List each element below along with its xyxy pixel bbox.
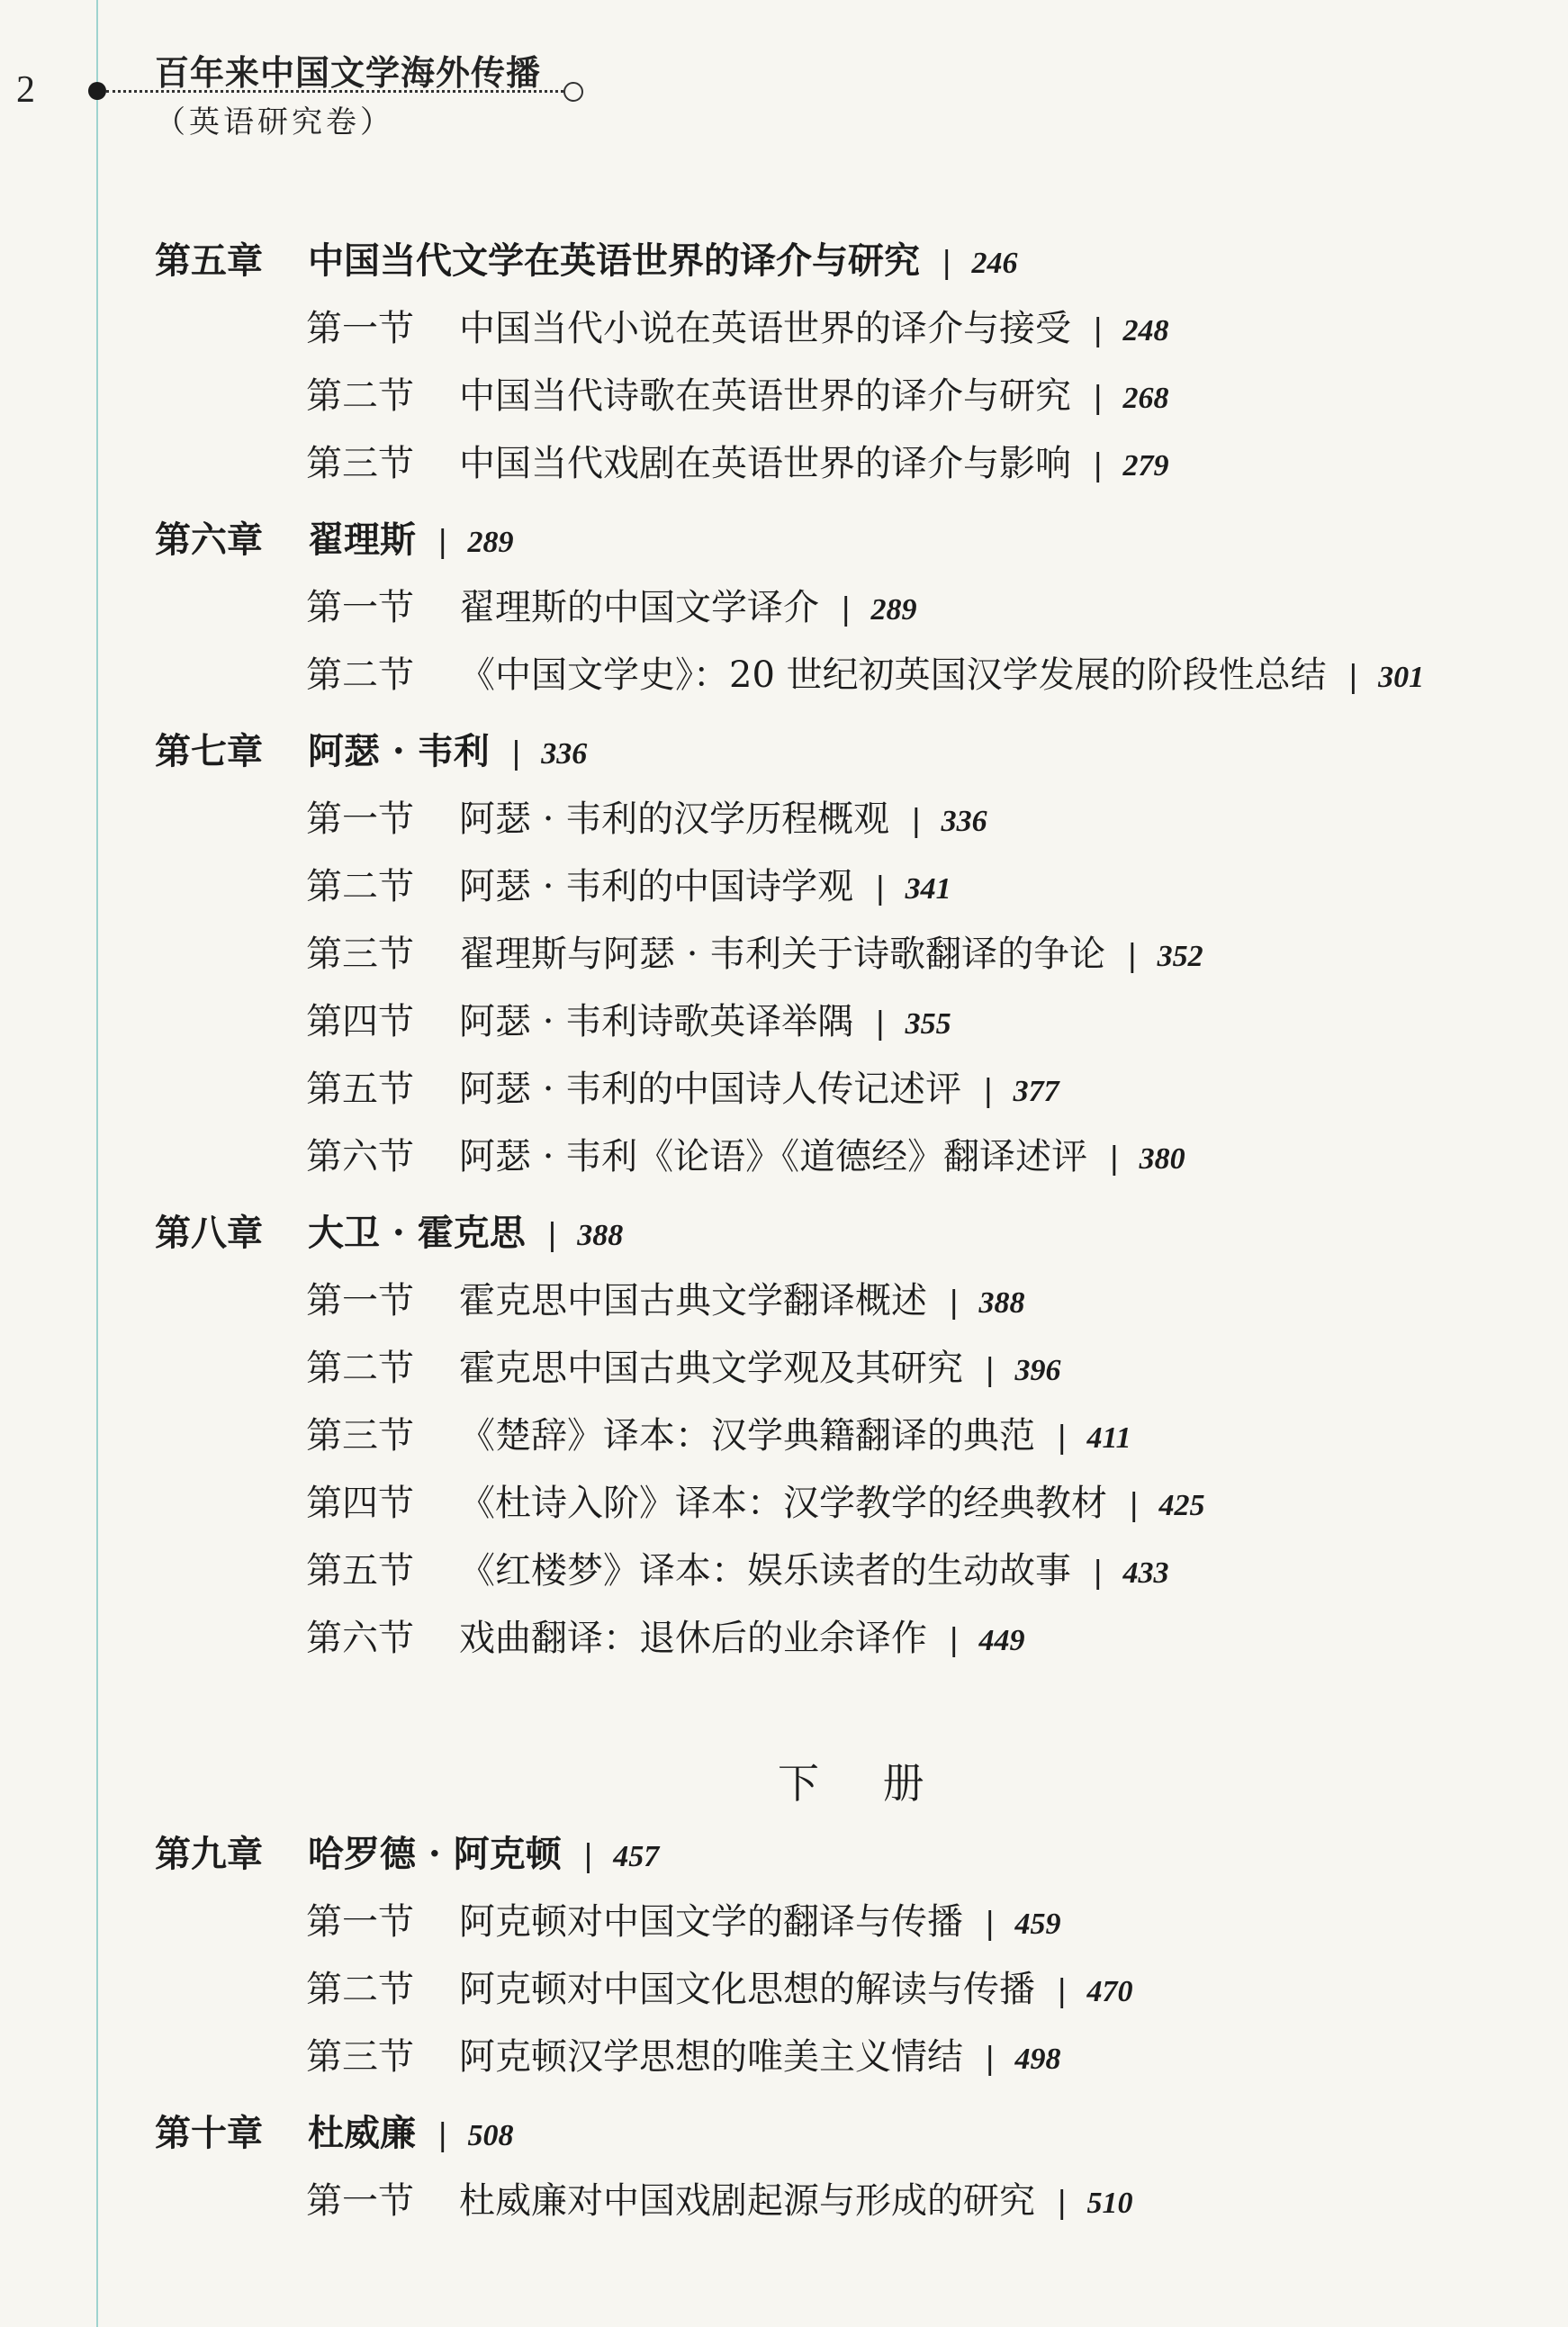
page-separator: |: [437, 524, 448, 560]
section-number: 第二节: [306, 1348, 414, 1389]
chapter-number: 第十章: [155, 2112, 263, 2154]
page-separator: |: [942, 245, 952, 281]
section-number: 第二节: [306, 1969, 414, 2010]
toc-section-row: [306, 1901, 1061, 1943]
toc-section-row: [306, 866, 951, 907]
page-separator: |: [875, 1006, 886, 1042]
page-separator: |: [546, 1217, 558, 1253]
page-reference: 336: [941, 805, 987, 838]
section-title: 霍克思中国古典文学观及其研究: [459, 1348, 963, 1389]
page-reference: 248: [1122, 314, 1169, 347]
toc-section-row: [306, 1280, 1025, 1321]
section-title: 阿克顿对中国文学的翻译与传播: [459, 1901, 963, 1943]
page-separator: |: [1093, 312, 1104, 348]
page-separator: |: [949, 1285, 960, 1321]
chapter-title: 杜威廉: [308, 2112, 416, 2154]
section-number: 第一节: [306, 2180, 414, 2222]
page-reference: 352: [1157, 940, 1203, 973]
book-title: 百年来中国文学海外传播: [155, 53, 542, 93]
toc-section-row: [306, 1969, 1133, 2010]
section-number: 第三节: [306, 443, 414, 484]
toc-section-row: [306, 1348, 1061, 1389]
page-number: 2: [16, 69, 35, 111]
toc-section-row: [306, 308, 1169, 349]
section-number: 第五节: [306, 1069, 414, 1110]
page-separator: |: [949, 1622, 960, 1658]
toc-section-row: [306, 1618, 1025, 1659]
chapter-number: 第八章: [155, 1212, 263, 1254]
section-title: 中国当代诗歌在英语世界的译介与研究: [459, 375, 1071, 417]
chapter-title: 中国当代文学在英语世界的译介与研究: [308, 239, 920, 282]
page-reference: 246: [971, 247, 1018, 280]
toc-section-row: [306, 2036, 1061, 2078]
page-separator: |: [985, 2041, 996, 2077]
section-number: 第三节: [306, 1415, 414, 1457]
section-number: 第三节: [306, 934, 414, 975]
section-number: 第四节: [306, 1483, 414, 1524]
page-reference: 425: [1158, 1489, 1205, 1522]
toc-section-row: [306, 1136, 1185, 1177]
section-title: 阿克顿对中国文化思想的解读与传播: [459, 1969, 1035, 2010]
section-number: 第四节: [306, 1001, 414, 1042]
part-title: 下 册: [778, 1759, 950, 1808]
section-title: 戏曲翻译：退休后的业余译作: [459, 1618, 927, 1659]
toc-chapter-row: [155, 2112, 514, 2154]
page-separator: |: [1347, 659, 1359, 695]
page-separator: |: [437, 2117, 448, 2153]
page-reference: 341: [905, 872, 951, 906]
page-separator: |: [1109, 1141, 1120, 1177]
section-title: 中国当代小说在英语世界的译介与接受: [459, 308, 1071, 349]
toc-chapter-row: [155, 1833, 660, 1875]
page-separator: |: [1057, 1420, 1068, 1456]
page-reference: 336: [541, 737, 588, 771]
page-reference: 470: [1086, 1975, 1133, 2008]
section-number: 第二节: [306, 866, 414, 907]
section-number: 第一节: [306, 308, 414, 349]
toc-section-row: [306, 1483, 1205, 1524]
page-reference: 380: [1139, 1142, 1185, 1176]
page-reference: 457: [613, 1840, 660, 1873]
page-reference: 449: [978, 1624, 1025, 1657]
section-title: 阿瑟 · 韦利的中国诗学观: [459, 866, 854, 907]
page-reference: 396: [1014, 1354, 1061, 1387]
section-title: 翟理斯与阿瑟 · 韦利关于诗歌翻译的争论: [459, 934, 1106, 975]
section-number: 第三节: [306, 2036, 414, 2078]
section-title: 《杜诗入阶》译本：汉学教学的经典教材: [459, 1483, 1107, 1524]
page-separator: |: [1129, 1487, 1140, 1523]
page-reference: 355: [905, 1007, 951, 1041]
section-title: 翟理斯的中国文学译介: [459, 587, 819, 628]
page-separator: |: [1057, 1973, 1068, 2009]
page-reference: 289: [467, 526, 514, 559]
section-number: 第一节: [306, 1901, 414, 1943]
page-separator: |: [582, 1838, 594, 1874]
page-separator: |: [983, 1073, 994, 1109]
page-reference: 301: [1378, 661, 1425, 694]
page-reference: 388: [577, 1219, 624, 1252]
toc-section-row: [306, 443, 1169, 484]
page-reference: 411: [1086, 1421, 1131, 1455]
chapter-number: 第七章: [155, 730, 263, 772]
toc-section-row: [306, 934, 1203, 975]
page-separator: |: [1093, 1555, 1104, 1591]
section-title: 中国当代戏剧在英语世界的译介与影响: [459, 443, 1071, 484]
page-reference: 433: [1122, 1556, 1169, 1590]
section-number: 第六节: [306, 1136, 414, 1177]
section-title: 阿瑟 · 韦利诗歌英译举隅: [459, 1001, 854, 1042]
section-number: 第二节: [306, 654, 414, 696]
toc-chapter-row: [155, 239, 1018, 282]
toc-chapter-row: [155, 1212, 624, 1254]
book-subtitle: （英语研究卷）: [155, 104, 394, 140]
section-title: 阿瑟 · 韦利的中国诗人传记述评: [459, 1069, 962, 1110]
section-number: 第二节: [306, 375, 414, 417]
section-title: 霍克思中国古典文学翻译概述: [459, 1280, 927, 1321]
page-separator: |: [510, 735, 522, 771]
page-reference: 268: [1122, 382, 1169, 415]
chapter-number: 第九章: [155, 1833, 263, 1875]
section-title: 阿瑟 · 韦利的汉学历程概观: [459, 798, 890, 840]
page-separator: |: [1057, 2185, 1068, 2221]
toc-section-row: [306, 587, 917, 628]
page-reference: 388: [978, 1286, 1025, 1320]
page-reference: 289: [870, 593, 917, 627]
page-separator: |: [1093, 447, 1104, 483]
toc-section-row: [306, 1069, 1059, 1110]
page-reference: 377: [1013, 1075, 1059, 1108]
toc-section-row: [306, 654, 1425, 696]
section-title: 《楚辞》译本：汉学典籍翻译的典范: [459, 1415, 1035, 1457]
page-reference: 510: [1086, 2187, 1133, 2220]
toc-section-row: [306, 2180, 1133, 2222]
section-number: 第一节: [306, 798, 414, 840]
toc-section-row: [306, 375, 1169, 417]
section-number: 第一节: [306, 587, 414, 628]
page-separator: |: [911, 803, 922, 839]
page-reference: 498: [1014, 2043, 1061, 2076]
page-reference: 279: [1122, 449, 1169, 483]
toc-section-row: [306, 1550, 1169, 1592]
page-separator: |: [1127, 938, 1138, 974]
section-title: 阿克顿汉学思想的唯美主义情结: [459, 2036, 963, 2078]
toc-chapter-row: [155, 519, 514, 561]
page-reference: 508: [467, 2119, 514, 2152]
page-separator: |: [985, 1906, 996, 1942]
toc-section-row: [306, 798, 987, 840]
toc-section-row: [306, 1415, 1131, 1457]
section-title: 阿瑟 · 韦利《论语》《道德经》翻译述评: [459, 1136, 1088, 1177]
chapter-title: 大卫 · 霍克思: [308, 1212, 526, 1254]
toc-section-row: [306, 1001, 951, 1042]
section-title: 《中国文学史》：20 世纪初英国汉学发展的阶段性总结: [459, 654, 1327, 696]
chapter-title: 阿瑟 · 韦利: [308, 730, 490, 772]
page-reference: 459: [1014, 1908, 1061, 1941]
chapter-number: 第五章: [155, 239, 263, 282]
page-separator: |: [985, 1352, 996, 1388]
section-number: 第一节: [306, 1280, 414, 1321]
chapter-number: 第六章: [155, 519, 263, 561]
chapter-title: 翟理斯: [308, 519, 416, 561]
page-separator: |: [841, 591, 852, 627]
chapter-title: 哈罗德 · 阿克顿: [308, 1833, 562, 1875]
page-separator: |: [1093, 380, 1104, 416]
section-title: 《红楼梦》译本：娱乐读者的生动故事: [459, 1550, 1071, 1592]
section-number: 第五节: [306, 1550, 414, 1592]
section-title: 杜威廉对中国戏剧起源与形成的研究: [459, 2180, 1035, 2222]
toc-chapter-row: [155, 730, 588, 772]
page-separator: |: [875, 870, 886, 906]
section-number: 第六节: [306, 1618, 414, 1659]
